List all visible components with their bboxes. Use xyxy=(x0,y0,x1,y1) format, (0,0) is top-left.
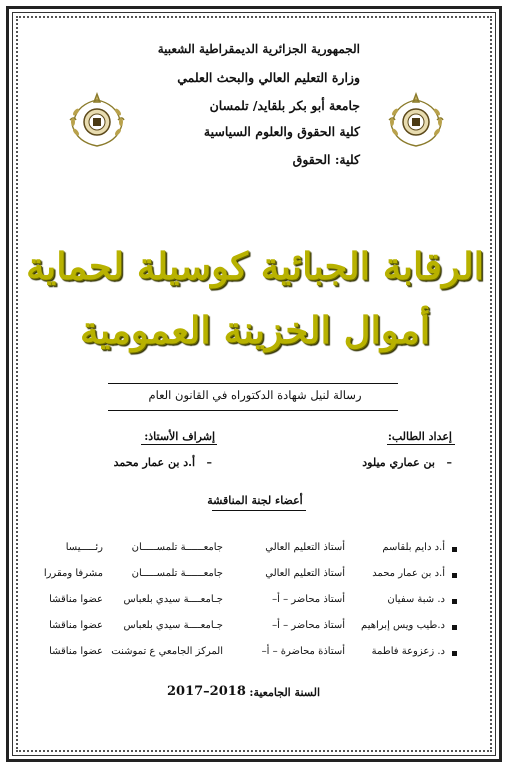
supervisor-name-text: أ.د بن عمار محمد xyxy=(113,456,195,469)
member-name: د.طيب ويس إبراهيم xyxy=(361,620,445,631)
member-institution: جامعــــــة تلمســـــان xyxy=(131,568,223,579)
member-role: عضوا مناقشا xyxy=(49,646,103,657)
student-label-underline xyxy=(387,444,455,445)
member-bullet xyxy=(452,625,457,630)
department-name: كلية: الحقوق xyxy=(292,152,360,167)
member-institution: المركز الجامعي ع تموشنت xyxy=(111,646,223,657)
university-emblem-icon xyxy=(383,90,449,150)
member-rank: أستاذ محاضر – أ– xyxy=(272,594,345,605)
ministry-name: وزارة التعليم العالي والبحث العلمي xyxy=(177,70,360,85)
member-role: مشرفا ومقررا xyxy=(43,568,103,579)
academic-year-label: السنة الجامعية: xyxy=(249,686,320,699)
member-name: أ.د دايم بلقاسم xyxy=(382,542,445,553)
faculty-name: كلية الحقوق والعلوم السياسية xyxy=(203,124,360,139)
member-bullet xyxy=(452,599,457,604)
member-name: د. زعزوعة فاطمة xyxy=(371,646,445,657)
thesis-subtitle: رسالة لنيل شهادة الدكتوراه في القانون العام xyxy=(148,388,362,402)
student-name: – بن عماري ميلود xyxy=(362,456,452,469)
member-role: عضوا مناقشا xyxy=(49,620,103,631)
thesis-title-line-1: الرقابة الجبائية كوسيلة لحماية xyxy=(26,244,484,288)
academic-year-value: 2017–2018 xyxy=(167,684,246,699)
supervisor-label: إشراف الأستاذ: xyxy=(144,430,215,443)
member-role: عضوا مناقشا xyxy=(49,594,103,605)
thesis-title-line-2: أموال الخزينة العمومية xyxy=(79,308,431,352)
student-label: إعداد الطالب: xyxy=(387,430,452,443)
member-bullet xyxy=(452,573,457,578)
member-institution: جـامعــــة سيدي بلعباس xyxy=(123,620,223,631)
republic-name: الجمهورية الجزائرية الديمقراطية الشعبية xyxy=(157,42,360,56)
member-name: د. شبة سفيان xyxy=(387,594,445,605)
member-institution: جامعــــــة تلمســـــان xyxy=(131,542,223,553)
member-name: أ.د بن عمار محمد xyxy=(372,568,445,579)
university-name: جامعة أبو بكر بلقايد/ تلمسان xyxy=(209,98,360,113)
title-divider-top xyxy=(108,383,398,384)
member-rank: أستاذ محاضر – أ– xyxy=(272,620,345,631)
supervisor-label-underline xyxy=(141,444,217,445)
university-emblem-icon xyxy=(64,90,130,150)
committee-heading: أعضاء لجنة المناقشة xyxy=(207,494,303,507)
member-institution: جـامعــــة سيدي بلعباس xyxy=(123,594,223,605)
member-bullet xyxy=(452,651,457,656)
member-rank: أستاذة محاضرة – أ– xyxy=(261,646,345,657)
supervisor-name: – أ.د بن عمار محمد xyxy=(113,456,212,469)
title-divider-bottom xyxy=(108,410,398,411)
student-name-text: بن عماري ميلود xyxy=(362,456,435,469)
committee-heading-underline xyxy=(212,510,306,511)
member-rank: أستاذ التعليم العالي xyxy=(265,568,345,579)
member-bullet xyxy=(452,547,457,552)
member-role: رئـــــيسا xyxy=(65,542,103,553)
member-rank: أستاذ التعليم العالي xyxy=(265,542,345,553)
